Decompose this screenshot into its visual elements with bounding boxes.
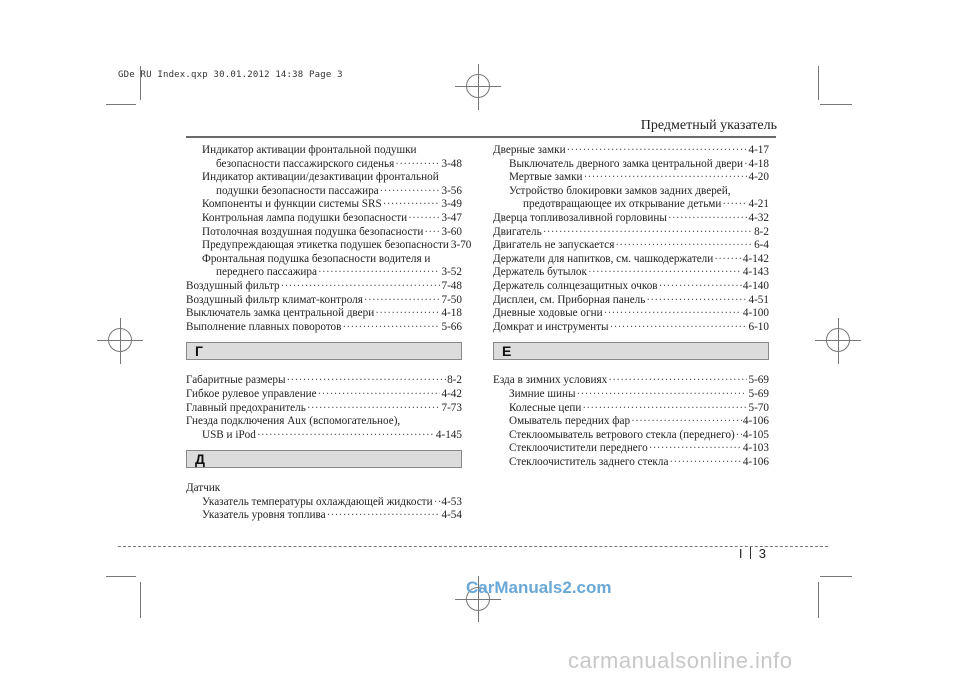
right-index-column (493, 144, 769, 469)
dot-leader (318, 388, 441, 402)
index-group (186, 144, 472, 334)
index-entry (186, 429, 462, 443)
index-entry (186, 239, 472, 253)
entry-page[interactable]: 6-4 (754, 239, 769, 252)
entry-page[interactable]: 4-18 (748, 157, 769, 170)
entry-page[interactable]: 4-53 (441, 495, 462, 508)
entry-page[interactable]: 4-106 (742, 455, 769, 468)
section-header-g: Г (186, 342, 462, 360)
page-section: I (738, 546, 743, 561)
registration-mark (108, 328, 132, 352)
print-header: GDe RU Index.qxp 30.01.2012 14:38 Page 3 (118, 70, 343, 80)
entry-title: переднего пассажира (216, 266, 317, 279)
entry-title: Двигатель не запускается (493, 239, 615, 252)
index-entry (186, 402, 462, 416)
index-heading: Датчик (186, 482, 221, 495)
dot-leader (615, 239, 753, 253)
index-entry (493, 402, 769, 416)
index-entry (493, 442, 769, 456)
entry-page[interactable]: 4-20 (748, 171, 769, 184)
dot-leader (736, 429, 742, 443)
dot-leader (659, 280, 742, 294)
page-number (739, 546, 766, 561)
entry-page[interactable]: 8-2 (754, 225, 769, 238)
index-entry (186, 198, 462, 212)
entry-page[interactable]: 7-73 (441, 401, 462, 414)
entry-page[interactable]: 5-69 (748, 387, 769, 400)
entry-page[interactable]: 3-52 (441, 266, 462, 279)
index-entry (186, 226, 462, 240)
index-heading: Индикатор активации/дезактивации фронтальной (202, 171, 439, 184)
dot-leader (424, 226, 440, 240)
dot-leader (649, 442, 742, 456)
index-entry (493, 307, 769, 321)
entry-title: Выключатель дверного замка центральной двери (509, 157, 743, 170)
dot-leader (610, 321, 748, 335)
entry-page[interactable]: 4-18 (441, 307, 462, 320)
entry-page[interactable]: 7-48 (441, 279, 462, 292)
left-index-column (186, 144, 472, 523)
entry-page[interactable]: 3-60 (441, 225, 462, 238)
index-entry (186, 307, 462, 321)
dot-leader (380, 185, 441, 199)
entry-title: Стеклоомыватель ветрового стекла (переднего) (509, 428, 735, 441)
entry-title: Выключатель замка центральной двери (186, 307, 375, 320)
index-entry (186, 321, 462, 335)
dot-leader (342, 321, 440, 335)
index-entry (493, 429, 769, 443)
index-entry (186, 266, 462, 280)
entry-title: Двигатель (493, 225, 542, 238)
index-heading: Фронтальная подушка безопасности водителя и (202, 252, 431, 265)
index-heading: Индикатор активации фронтальной подушки (202, 144, 417, 156)
dot-leader (327, 509, 441, 523)
index-entry (493, 226, 769, 240)
entry-title: Дверные замки (493, 144, 566, 156)
entry-title: Мертвые замки (509, 171, 583, 184)
dot-leader (668, 212, 748, 226)
entry-title: Потолочная воздушная подушка безопасности (202, 225, 424, 238)
dot-leader (543, 226, 753, 240)
dot-leader (582, 402, 747, 416)
entry-page[interactable]: 4-17 (748, 144, 769, 156)
crop-mark (106, 104, 136, 105)
entry-title: Выполнение плавных поворотов (186, 320, 342, 333)
index-entry (493, 144, 769, 158)
dot-leader (577, 388, 748, 402)
entry-page[interactable]: 4-42 (441, 387, 462, 400)
dot-leader (287, 374, 447, 388)
header-rule (186, 136, 776, 138)
dot-leader (588, 266, 742, 280)
index-group (493, 144, 769, 334)
index-entry (186, 212, 462, 226)
entry-title: Дневные ходовые огни (493, 307, 603, 320)
dot-leader (608, 374, 747, 388)
entry-title: Указатель уровня топлива (202, 509, 326, 522)
dot-leader (307, 402, 441, 416)
entry-title: безопасности пассажирского сиденья (216, 157, 395, 170)
entry-page[interactable]: 4-100 (742, 307, 769, 320)
entry-title: Колесные цепи (509, 401, 582, 414)
entry-page[interactable]: 4-32 (748, 211, 769, 224)
index-entry (493, 280, 769, 294)
entry-page[interactable]: 5-70 (748, 401, 769, 414)
entry-title: Зимние шины (509, 387, 576, 400)
dot-leader (408, 212, 440, 226)
index-entry (186, 374, 462, 388)
entry-page[interactable]: 3-47 (441, 211, 462, 224)
index-group (493, 374, 769, 469)
footer-dashed-rule (118, 546, 828, 547)
entry-title: Воздушный фильтр (186, 279, 280, 292)
dot-leader (669, 456, 741, 470)
index-heading: Гнезда подключения Aux (вспомогательное), (186, 415, 401, 428)
entry-page[interactable]: 4-106 (742, 415, 769, 428)
entry-page[interactable]: 4-103 (742, 442, 769, 455)
entry-title: Гибкое рулевое управление (186, 387, 317, 400)
entry-page[interactable]: 3-48 (441, 157, 462, 170)
entry-title: Воздушный фильтр климат-контроля (186, 293, 363, 306)
index-entry (186, 388, 462, 402)
entry-title: Омыватель передних фар (509, 415, 631, 428)
dot-leader (722, 198, 747, 212)
entry-title: Домкрат и инструменты (493, 320, 609, 333)
entry-page[interactable]: 5-66 (441, 320, 462, 333)
dot-leader (646, 294, 747, 308)
registration-mark (466, 74, 490, 98)
dot-leader (364, 294, 441, 308)
crop-mark (818, 582, 819, 618)
crop-mark (140, 582, 141, 618)
entry-title: Дверца топливозаливной горловины (493, 211, 667, 224)
dot-leader (281, 280, 441, 294)
entry-title: Контрольная лампа подушки безопасности (202, 211, 408, 224)
entry-page[interactable]: 4-105 (742, 428, 769, 441)
registration-mark (826, 328, 850, 352)
entry-page[interactable]: 4-21 (748, 198, 769, 211)
entry-page[interactable]: 4-143 (742, 266, 769, 279)
section-header-e: Е (493, 342, 769, 360)
dot-leader (714, 253, 742, 267)
entry-title: Предупреждающая этикетка подушек безопасности (202, 239, 449, 252)
dot-leader (584, 171, 748, 185)
crop-mark (820, 104, 852, 105)
dot-leader (631, 415, 742, 429)
index-heading: Устройство блокировки замков задних дверей, (509, 184, 731, 197)
watermark-text: carmanualsonline.info (568, 648, 793, 673)
entry-title: Стеклоочиститель заднего стекла (509, 455, 669, 468)
index-entry (186, 496, 462, 510)
dot-leader (375, 307, 440, 321)
crop-mark (106, 576, 136, 577)
dot-leader (383, 198, 441, 212)
entry-title: Стеклоочистители переднего (509, 442, 648, 455)
entry-title: Держатель бутылок (493, 266, 587, 279)
entry-page[interactable]: 4-140 (742, 279, 769, 292)
dot-leader (395, 158, 440, 172)
dot-leader (257, 429, 435, 443)
index-entry (186, 185, 462, 199)
index-entry (493, 321, 769, 335)
entry-title: подушки безопасности пассажира (216, 184, 379, 197)
entry-title: Главный предохранитель (186, 401, 306, 414)
crop-mark (818, 66, 819, 100)
index-entry (493, 171, 769, 185)
entry-title: Габаритные размеры (186, 374, 286, 387)
entry-title: предотвращающее их открывание детьми (523, 198, 722, 211)
index-entry (493, 294, 769, 308)
entry-page[interactable]: 3-56 (441, 184, 462, 197)
index-entry (493, 239, 769, 253)
entry-page[interactable]: 6-10 (748, 320, 769, 333)
index-entry (493, 253, 769, 267)
entry-page[interactable]: 3-70 (450, 239, 472, 252)
index-entry (493, 198, 769, 212)
index-entry (493, 388, 769, 402)
index-entry (493, 212, 769, 226)
entry-page[interactable]: 4-145 (435, 428, 462, 441)
entry-title: USB и iPod (202, 428, 256, 441)
entry-page[interactable]: 5-69 (748, 374, 769, 387)
index-entry (493, 415, 769, 429)
dot-leader (318, 266, 441, 280)
entry-page[interactable]: 8-2 (447, 374, 462, 387)
entry-page[interactable]: 4-51 (748, 293, 769, 306)
index-entry (186, 158, 462, 172)
entry-title: Дисплеи, см. Приборная панель (493, 293, 646, 306)
watermark-link[interactable]: CarManuals2.com (466, 578, 612, 597)
index-entry (186, 509, 462, 523)
entry-title: Езда в зимних условиях (493, 374, 608, 387)
entry-page[interactable]: 3-49 (441, 198, 462, 211)
index-entry (493, 158, 769, 172)
crop-mark (820, 576, 852, 577)
section-header-d: Д (186, 450, 462, 468)
entry-title: Держатели для напитков, см. чашкодержатели (493, 252, 714, 265)
index-entry (493, 374, 769, 388)
index-group (186, 482, 462, 523)
index-entry (186, 294, 462, 308)
dot-leader (434, 496, 441, 510)
page-num: 3 (758, 546, 766, 561)
entry-page[interactable]: 7-50 (441, 293, 462, 306)
dot-leader (744, 158, 748, 172)
entry-page[interactable]: 4-54 (441, 509, 462, 522)
entry-title: Указатель температуры охлаждающей жидкости (202, 495, 433, 508)
index-entry (186, 280, 462, 294)
index-entry (493, 456, 769, 470)
index-entry (493, 266, 769, 280)
page-title: Предметный указатель (640, 118, 777, 133)
entry-title: Держатель солнцезащитных очков (493, 279, 658, 292)
page-separator (750, 547, 751, 559)
dot-leader (604, 307, 742, 321)
entry-title: Компоненты и функции системы SRS (202, 198, 382, 211)
entry-page[interactable]: 4-142 (742, 252, 769, 265)
index-group (186, 374, 462, 442)
dot-leader (567, 144, 748, 158)
